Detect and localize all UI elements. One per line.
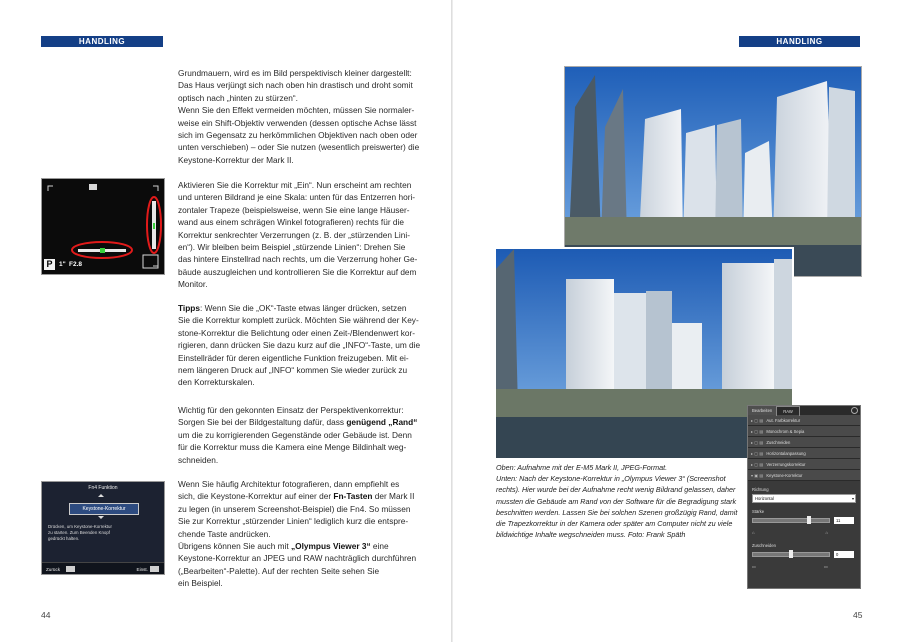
line: Korrektur senkrechter Verzerrungen (z. B. der „stürzenden Lini- [178,229,410,240]
row-label: Keystone-Korrektur [766,472,803,478]
paragraph-intro [178,67,424,166]
line: sich im Gegensatz zu herkömmlichen Objektiven nach oben oder [178,130,418,141]
row-label: Verzerrungskorrektur [766,461,806,467]
line: Das Haus verjüngt sich nach oben hin drastisch und droht somit [178,80,413,91]
line-part: Übrigens können Sie auch mit [178,541,291,552]
menu-title: Fn4 Funktion [88,485,118,491]
line: Grundmauern, wird es im Bild perspektivisch kleiner dargestellt: [178,68,412,78]
paragraph-activate [178,179,424,291]
line: wand aus einem schrägen Winkel fotografieren) rechts für die [178,217,404,228]
line: ein Beispiel. [178,578,223,589]
expand-icon: ▸ ▢ ▤ [751,428,764,434]
bold-phrase: genügend „Rand“ [346,417,418,428]
line: Monitor. [178,279,208,290]
line-part: sich, die Keystone-Korrektur auf einer der [178,491,334,502]
staerke-input[interactable]: 11 [834,517,854,524]
caption-line: Unten: Nach der Keystone-Korrektur in „Olympus Viewer 3“ (Screenshot [496,474,726,484]
olympus-viewer-edit-panel [747,405,861,589]
house-narrow-icon: ⌂ [752,530,755,535]
crop-large-icon: ▭ [824,564,828,569]
mode-badge: P [44,259,55,270]
line: für die Korrektur muss die Kamera eine Menge Bildinhalt weg- [178,442,407,453]
richtung-value: Horizontal [755,496,774,501]
line: Keystone-Korrektur an JPEG und RAW nachträglich durchführen [178,553,417,564]
ok-button-icon [150,566,159,572]
line-rest: : Wenn Sie die „OK“-Taste etwas länger drücken, setzen [199,303,407,313]
photo-original [564,66,862,277]
line: unten verschieben) – oder Sie nutzen (wesentlich preiswerter) die [178,142,420,153]
expand-icon: ▸ ▢ ▤ [751,450,764,456]
line: stone-Korrektur die Belichtung oder einen Zeit-/Blendenwert kor- [178,327,416,338]
line: („Bearbeiten“-Palette). Auf der rechten Seite sehen Sie [178,565,380,576]
staerke-slider[interactable] [752,518,830,523]
panel-row-keystone[interactable] [748,470,860,481]
line: rigieren, dann drücken Sie dazu kurz auf die „INFO“-Taste, um die [178,340,421,351]
line: Wichtig für den gekonnten Einsatz der Perspektivenkorrektur: [178,405,404,415]
skyline-photo-original [565,67,861,276]
staerke-slider-row [752,517,856,524]
slider-thumb[interactable] [807,516,811,524]
house-wide-icon: ⌂ [825,530,828,535]
line [178,540,424,552]
help-icon[interactable] [851,407,858,414]
row-label: Horizontalanpassung [766,450,806,456]
zuschneiden-end-icons [752,564,828,569]
richtung-select[interactable] [752,494,856,503]
line [178,416,424,428]
selected-function[interactable]: Keystone-Korrektur [69,503,139,515]
keystone-settings [748,481,860,569]
tips-label: Tipps [178,303,200,313]
caption-line: rechts). Hier wurde bei der Aufnahme recht wenig Bildrand gelassen, daher [496,485,736,495]
paragraph-tips [178,302,424,389]
row-label: Monochrom & Sepia [766,428,805,434]
panel-row[interactable] [748,459,860,470]
line: chende Taste andrücken. [178,528,271,539]
bold-phrase: Fn-Tasten [333,491,373,502]
book-gutter [451,0,453,642]
zuschneiden-slider-row [752,551,856,558]
line: Sie zur Korrektur „stürzender Linien“ lediglich kurz die entspre- [178,516,409,527]
line: optisch nach „hinten zu stürzen“. [178,92,298,103]
line: den Korrekturskalen. [178,377,255,388]
zuschneiden-label: Zuschneiden [752,543,776,548]
line: schneiden. [178,454,219,465]
arrow-up-icon [98,494,104,497]
photo-caption [496,462,746,540]
panel-row[interactable] [748,415,860,426]
hint-line: Drücken, um Keystone-Korrektur [48,524,112,529]
row-label: Zuschneiden [766,439,791,445]
panel-row[interactable] [748,448,860,459]
camera-fn4-menu-screen [41,481,165,575]
line: Keystone-Korrektur der Mark II. [178,154,294,165]
page-number-left: 44 [41,610,51,620]
tab-raw[interactable]: RAW [776,406,800,416]
bold-phrase: „Olympus Viewer 3“ [291,541,371,552]
keystone-scales-graphic [42,179,164,274]
caption-line: bildwichtige Inhalte wegschneiden muss. Foto: Frank Späth [496,530,686,540]
expand-icon: ▸ ▢ ▤ [751,417,764,423]
arrow-down-icon [98,516,104,519]
tab-bearbeiten[interactable]: Bearbeiten [748,406,776,415]
hint-line: gedrückt halten. [48,536,80,541]
menu-button-icon [66,566,75,572]
line: Sie die Korrektur komplett zurück. Möchten Sie während der Key- [178,315,419,326]
panel-tabs [748,406,860,415]
caption-line: Oben: Aufnahme mit der E-M5 Mark II, JPEG-Format. [496,463,668,472]
line [178,302,424,314]
panel-row[interactable] [748,437,860,448]
ok-label[interactable]: Einst. [136,567,148,572]
line: weise ein Shift-Objektiv verwenden (dessen optische Achse lässt [178,117,417,128]
zuschneiden-input[interactable]: 0 [834,551,854,558]
expand-icon: ▸ ▢ ▤ [751,439,764,445]
line: en“). Wir bleiben beim Beispiel „stürzende Linien“: Drehen Sie [178,242,406,253]
caption-line: beschnitten werden. Lassen Sie bei solchen Szenen großzügig Rand, damit [496,507,738,517]
line: Wenn Sie häufig Architektur fotografieren, dann empfiehlt es [178,479,400,489]
menu-hint [48,524,112,542]
line: zu legen (in unserem Screenshot-Beispiel) die Fn4. So müssen [178,503,411,514]
line: und unteren Bildrand je eine Skala: unten für das Entzerren hori- [178,192,416,203]
section-tag-left: HANDLING [41,36,163,47]
shutter-speed: 1" [59,261,66,268]
caption-line: die Trapezkorrektur in der Kamera oder später am Computer nicht zu viele [496,519,733,529]
paragraph-fn-keys [178,478,424,590]
section-tag-right: HANDLING [739,36,860,47]
page-number-right: 45 [853,610,863,620]
staerke-label: Stärke [752,509,765,514]
line [178,490,424,502]
line: bäude auszugleichen und kontrollieren Sie die Korrektur auf dem [178,266,417,277]
zuschneiden-slider[interactable] [752,552,830,557]
richtung-label: Richtung [752,487,769,492]
hint-line: zu starten. Zum Beenden Knopf [48,530,110,535]
expand-icon: ▸ ▢ ▤ [751,461,764,467]
line: Einstellräder für deren eigentliche Funktion freizugeben. Mit ei- [178,352,409,363]
back-label[interactable]: Zurück [46,567,61,572]
line: das hintere Einstellrad nach rechts, um die Verzerrung hoher Ge- [178,254,418,265]
crop-small-icon: ▭ [752,564,756,569]
expand-icon: ▾ ▣ ▤ [751,472,764,478]
chevron-down-icon: ▾ [851,496,854,501]
line-part: der Mark II [372,491,415,502]
paragraph-margin [178,404,424,466]
line: um die zu korrigierenden Gegenstände oder Gebäude ist. Denn [178,429,412,440]
line-part: Sorgen Sie bei der Bildgestaltung dafür, dass [178,417,347,428]
row-label: Aut. Farbkorrektur [766,417,801,423]
line: zontaler Trapeze (beispielsweise, wenn Sie eine lange Häuser- [178,204,410,215]
caption-line: mussten die Gebäude am Rand von der Software für die Begradigung stark [496,496,737,506]
camera-keystone-screen [41,178,165,275]
line-part: eine [370,541,389,552]
line: nem längeren Druck auf „INFO“ kommen Sie wieder zurück zu [178,365,408,376]
staerke-end-icons [752,530,828,535]
line: Aktivieren Sie die Korrektur mit „Ein“. Nun erscheint am rechten [178,180,412,190]
slider-thumb[interactable] [789,550,793,558]
aperture-value: F2.8 [69,261,83,268]
line: Wenn Sie den Effekt vermeiden möchten, müssen Sie normaler- [178,105,415,116]
panel-row[interactable] [748,426,860,437]
